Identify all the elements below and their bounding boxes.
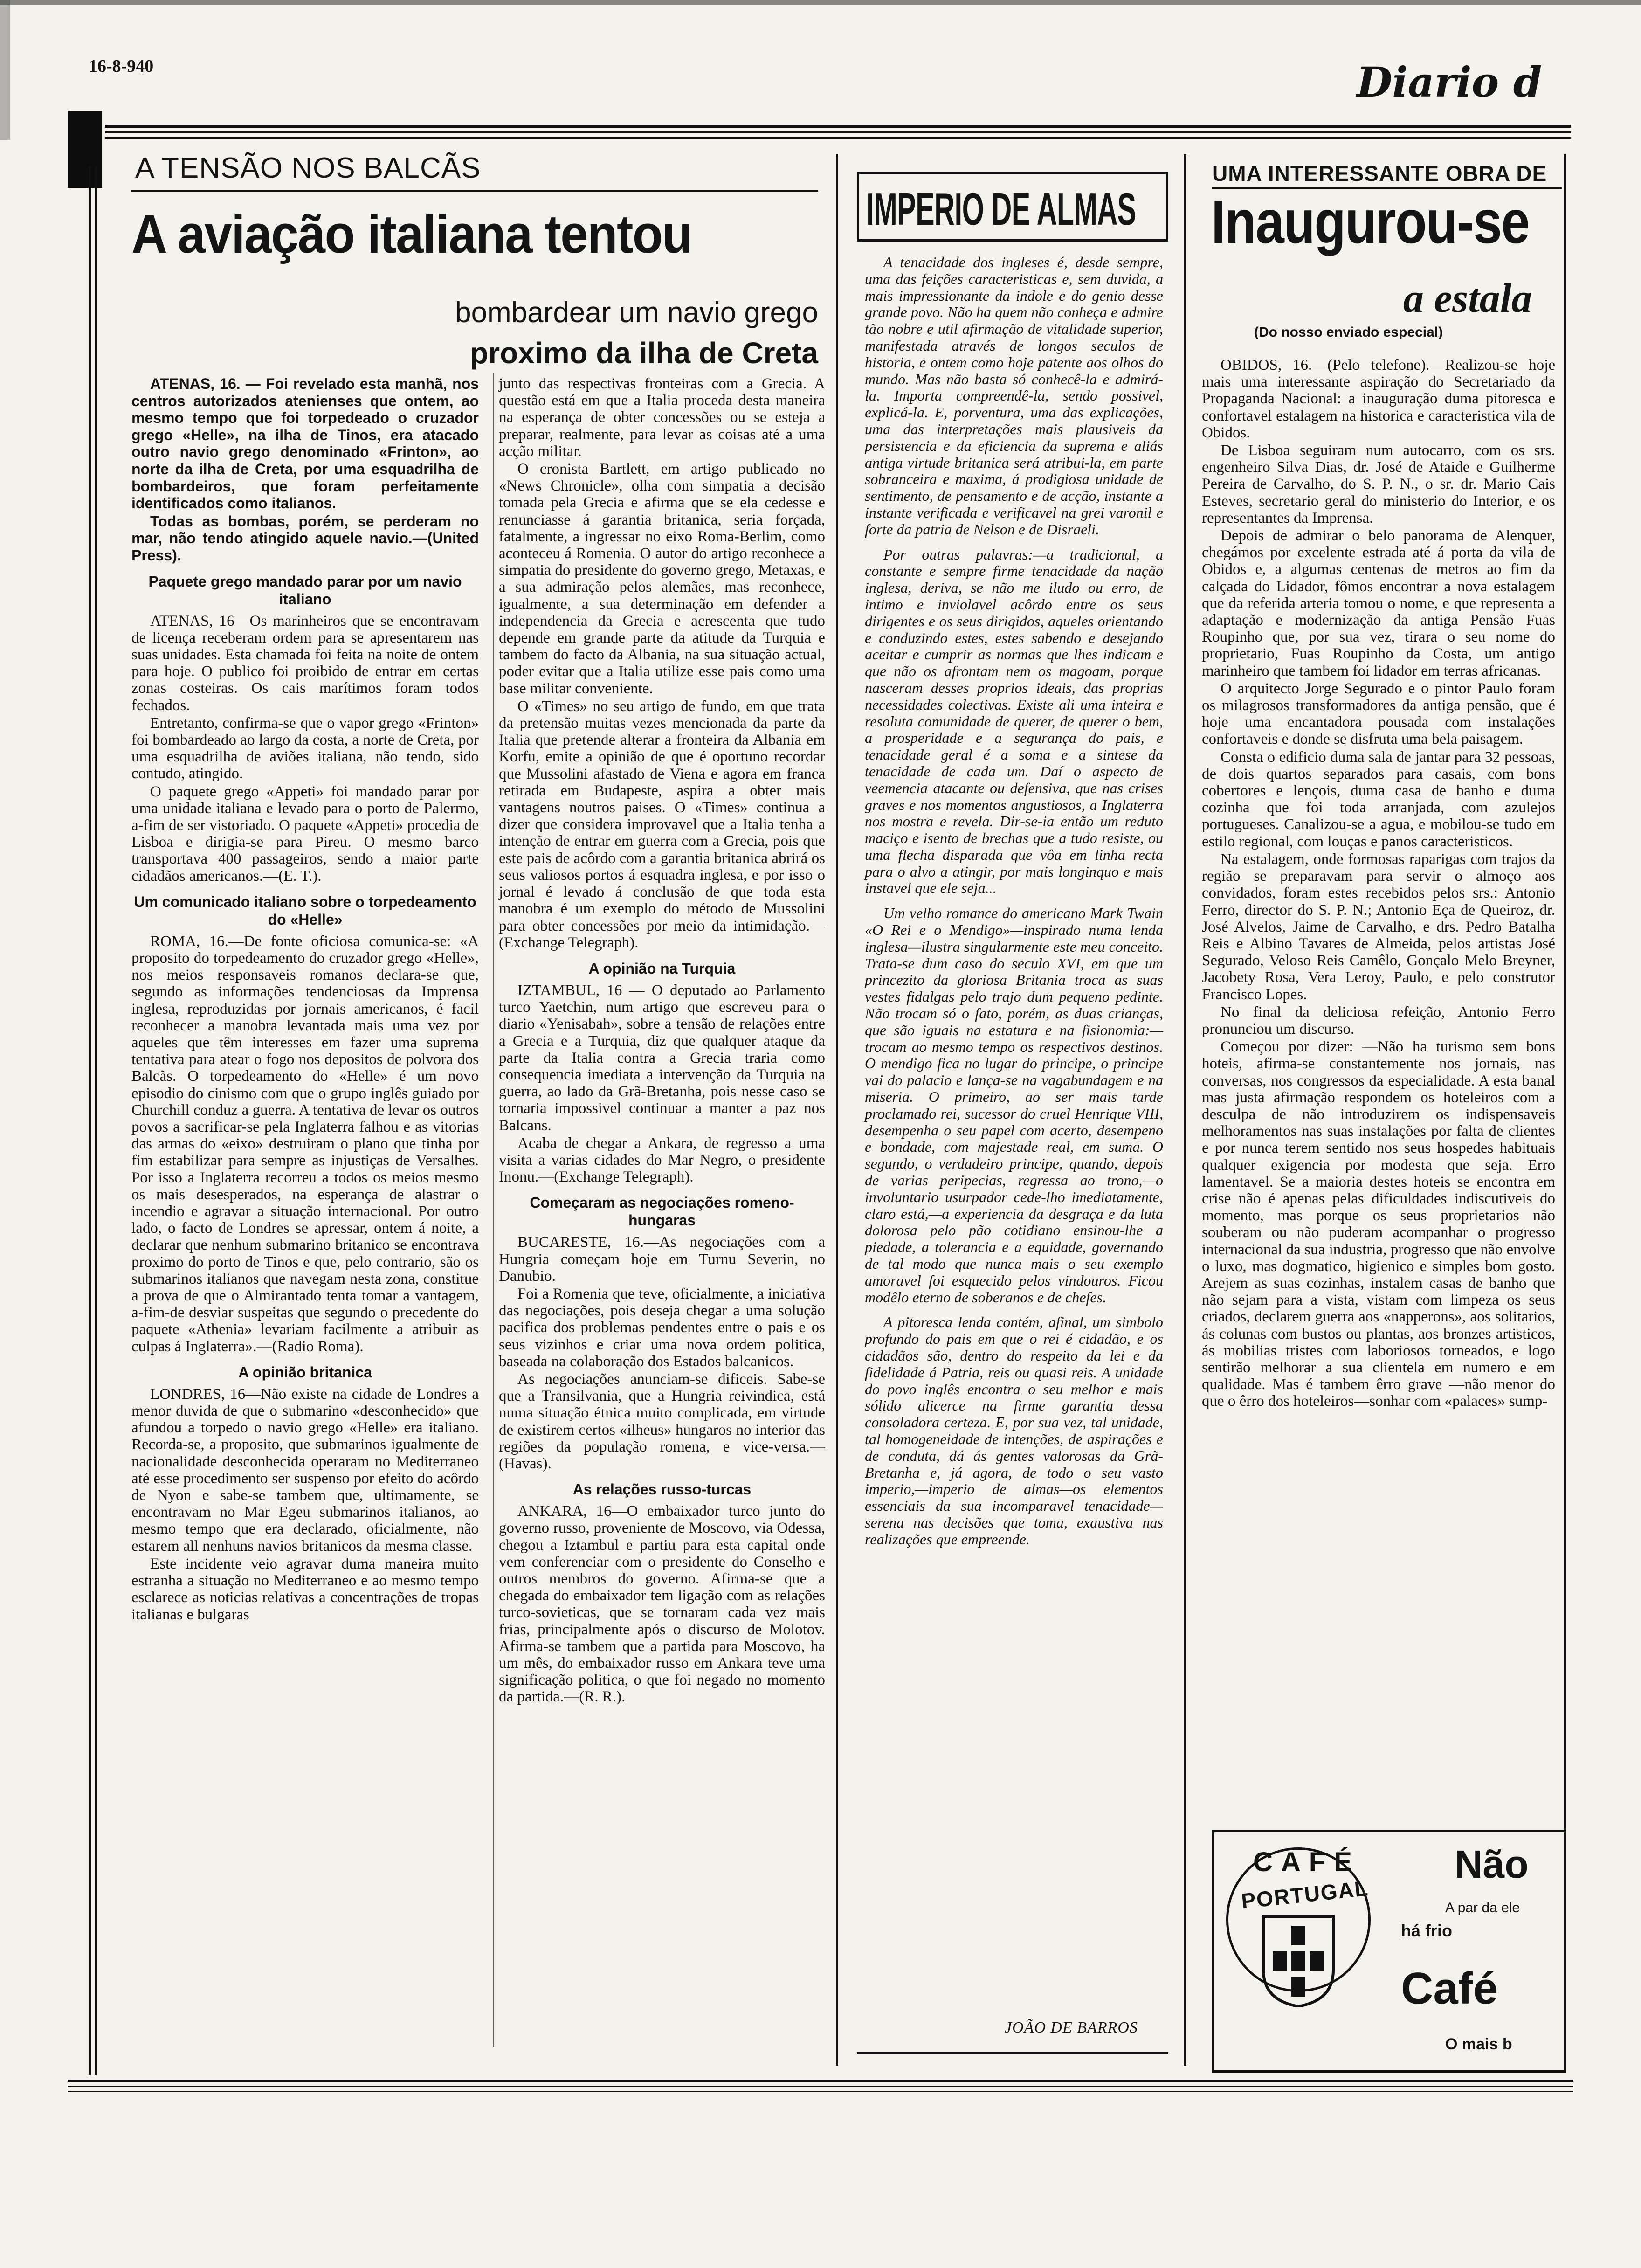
left-column-1 bbox=[131, 375, 479, 1624]
paragraph: Acaba de chegar a Ankara, de regresso a uma visita a varias cidades do Mar Negro, o presidente Inonu.—(Exchange Telegraph). bbox=[499, 1134, 825, 1186]
paragraph: O paquete grego «Appeti» foi mandado parar por uma unidade italiana e levado para o porto de Palermo, a-fim de ser vistoriado. O paquete «Appeti» procedia de Lisboa e dirigia-se para Pireu. O mesmo barco transportava 400 passageiros, sendo a maior parte cidadãos americanos.—(E. T.). bbox=[131, 783, 479, 885]
portuguese-shield-icon bbox=[1259, 1914, 1338, 2007]
top-rule-3 bbox=[105, 137, 1571, 139]
paragraph: O arquitecto Jorge Segurado e o pintor Paulo foram os milagrosos transformadores da antiga pensão, que é hoje uma encantadora pousada com instalações confortaveis e donde se disfruta uma bela paisagem. bbox=[1202, 680, 1555, 748]
left-subhead-1: bombardear um navio grego bbox=[455, 297, 818, 329]
paragraph: Um velho romance do americano Mark Twain «O Rei e o Mendigo»—inspirado numa lenda inglesa—ilustra singularmente este meu conceito. Trata-se dum caso do seculo XVI, em que um princezito da gloriosa Britania troca as suas vestes fidalgas pelo trajo dum pequeno pedinte. Não trocam só o fato, porém, as duas crianças, que são iguais na estatura e na fisionomia:—trocam ao mesmo tempo os respectivos destinos. O mendigo fica no lugar do principe, o principe vai do palacio e lança-se na vagabundagem e na miseria. O primeiro, ao ser mais tarde proclamado rei, sucessor do cruel Henrique VIII, desempenha o seu papel com acerto, desempeno e bondade, com majestade real, em suma. O segundo, o verdadeiro principe, quando, depois de varias peripecias, regressa ao trono,—o involuntario usurpador cede-lho imediatamente, claro está,—a experiencia da desgraça e da luta dolorosa pelo pão cotidiano ensinou-lhe a piedade, a tolerancia e a equidade, governando de tal modo que nunca mais o seu exemplo amoravel foi esquecido pelos vindouros. Ficou modêlo eterno de soberanos e de chefes. bbox=[865, 905, 1163, 1306]
lead-paragraph-2: Todas as bombas, porém, se perderam no mar, não tendo atingido aquele navio.—(United Press). bbox=[131, 512, 479, 564]
left-double-rule-b bbox=[95, 166, 97, 2075]
paragraph: IZTAMBUL, 16 — O deputado ao Parlamento turco Yaetchin, num artigo que escreveu para o diario «Yenisabah», sobre a tensão de relações entre a Grecia e a Turquia, diz que qualquer ataque da parte da Italia contra a Grecia traria como consequencia imediata a intervenção da Turquia na guerra, ao lado da Grã-Bretanha, pois nesse caso se tornaria impossivel continuar a manter a paz nos Balcans. bbox=[499, 982, 825, 1134]
paragraph: Por outras palavras:—a tradicional, a constante e sempre firme tenacidade da nação inglesa, deriva, se não me iludo ou erro, de intimo e inviolavel acôrdo entre os seus dirigentes e os seus dirigidos, aqueles orientando e conduzindo estes, estes sabendo e desejando aceitar e cumprir as normas que lhes indicam e que não os afrontam nem os magoam, porque nasceram desses proprios ideais, das proprias necessidades colectivas. Existe ali uma inteira e resoluta comunidade de querer, de querer o bem, a prosperidade e a segurança do pais, e tenacidade geral é a soma e a sintese da tenacidade de cada um. Daí o aspecto de veemencia atacante ou defensiva, que nas crises graves e nos momentos angustiosos, a Inglaterra nos mostra e revela. Dir-se-ia então um reduto maciço e isento de brechas que a tudo resiste, ou uma flecha disparada que vôa em linha recta para o alvo a atingir, por mais longinquo e mais instavel que ele seja... bbox=[865, 546, 1163, 897]
top-rule-2 bbox=[105, 131, 1571, 133]
paragraph: ANKARA, 16—O embaixador turco junto do governo russo, proveniente de Moscovo, via Odessa, chegou a Iztambul e partiu para esta capital onde vem conferenciar com o presidente do Conselho e outros membros do governo. Afirma-se que a chegada do embaixador tem ligação com as relações turco-sovieticas, que se tornaram cada vez mais frias, principalmente após o discurso de Molotov. Afirma-se tambem que a partida para Moscovo, ha um mês, do embaixador russo em Ankara teve uma significação politica, o que foi negado no momento da partida.—(R. R.). bbox=[499, 1503, 825, 1706]
paragraph: A tenacidade dos ingleses é, desde sempre, uma das feições caracteristicas e, sem duvida, a mais impressionante da indole e do genio desse grande povo. Não ha quem não conheça e admire tão nobre e util afirmação de vitalidade superior, manifestada através de longos seculos de historia, e ontem como hoje patente aos olhos do mundo. Mas não basta só conhecê-la e admirá-la. Importa compreendê-la, sendo possivel, explicá-la. E, porventura, uma das explicações, uma das interpretações mais plausiveis da persistencia e da eficiencia da suprema e aliás antiga virtude britanica será atribui-la, em parte sobranceira e maxima, á prodigiosa unidade de sentimento, de pensamento e de acção, instante a instante verificada e verificavel na grei varonil e forte da patria de Nelson e de Disraeli. bbox=[865, 254, 1163, 538]
paragraph: LONDRES, 16—Não existe na cidade de Londres a menor duvida de que o submarino «desconhecido» que afundou a torpedo o navio grego «Helle» era italiano. Recorda-se, a proposito, que submarinos igualmente de nacionalidade desconhecida operaram no Mediterraneo até esse procedimento ser suspenso por efeito do acôrdo de Nyon e sabe-se tambem que, ultimamente, se encontravam no Mar Egeu submarinos italianos, ao mesmo tempo que era declarado, oficialmente, não estarem all nenhuns navios britanicos da mesma classe. bbox=[131, 1385, 479, 1555]
subhead-russo: As relações russo-turcas bbox=[572, 1481, 752, 1498]
right-kicker: UMA INTERESSANTE OBRA DE bbox=[1212, 161, 1547, 186]
left-kicker: A TENSÃO NOS BALCÃS bbox=[135, 152, 481, 184]
paragraph: Começou por dizer: —Não ha turismo sem bons hoteis, afirma-se constantemente nos jornais, nas conversas, nos congressos da especialidade. A esta banal mas justa afirmação respondem os hoteleiros com a desculpa de não introduzirem os indispensaveis melhoramentos nas suas instalações por falta de clientes e por nunca terem sentido nos seus hospedes habituais qualquer exigencia por modesta que seja. Erro lamentavel. Se a maioria destes hoteis se encontra em crise não é apenas pelas dificuldades indiscutiveis do momento, mas porque os seus proprietarios não souberam ou não puderam acompanhar o progresso internacional da sua industria, progresso que não envolve o luxo, mas dogmatico, higienico e simples bom gosto. Arejem as suas cozinhas, instalem casas de banho que não sejam para a vista, vistam com limpeza os seus criados, declarem guerra aos «napperons», aos solitarios, ás colunas com bustos ou plantas, aos bronzes artisticos, ás mobilias tristes com laboriosos torneados, e logo sentirão melhorar a sua clientela em numero e em qualidade. Mas é tambem êrro grave —não menor do que o êrro dos hoteleiros—sonhar com «palaces» sump- bbox=[1202, 1038, 1555, 1410]
paragraph: ATENAS, 16—Os marinheiros que se encontravam de licença receberam ordem para se apresentarem nas suas unidades. Esta chamada foi feita na noite de ontem para hoje. O publico foi proibido de entrar em certas zonas costeiras. Os cais marítimos foram todos fechados. bbox=[131, 612, 479, 714]
left-headline: A aviação italiana tentou bbox=[131, 204, 692, 264]
paragraph: Este incidente veio agravar duma maneira muito estranha a situação no Mediterraneo e ao mesmo tempo esclarece as noticias relativas a concentrações de tropas italianas e bulgaras bbox=[131, 1555, 479, 1623]
paragraph: O cronista Bartlett, em artigo publicado no «News Chronicle», olha com simpatia a decisão tomada pela Grecia e afirma que se ela cedesse e renunciasse á garantia britanica, seria forçada, fatalmente, a ingressar no eixo Roma-Berlim, como aconteceu á Romenia. O autor do artigo reconhece a simpatia do presidente do governo grego, Metaxas, e a sua admiração pelos alemães, mas reconhece, igualmente, a sua determinação em defender a independencia da Grecia e acrescenta que tudo depende em grande parte da atitude da Turquia e tambem do facto da Albania, na sua situação actual, poder evitar que a Italia utilize esse pais como uma base militar conveniente. bbox=[499, 461, 825, 697]
right-column bbox=[1202, 357, 1555, 1411]
top-rule-1 bbox=[105, 125, 1571, 128]
paragraph: O «Times» no seu artigo de fundo, em que trata da pretensão muitas vezes mencionada da parte da Italia que pretende alterar a fronteira da Albania em Korfu, emite a opinião de que é oportuno recordar que Mussolini afastado de Viena e agora em franca retirada em Budapeste, aspira a obter mais vantagens noutros paises. O «Times» continua a dizer que considera improvavel que a Italia tenha a intenção de entrar em guerra com a Grecia, pois que este pais de acôrdo com a garantia britanica abrirá os seus valiosos portos á esquadra inglesa, e por isso o jornal é levado á conclusão de que toda esta manobra é um exemplo do método de Mussolini para obter concessões por meio da intimidação.—(Exchange Telegraph). bbox=[499, 698, 825, 951]
scan-edge-top bbox=[0, 0, 1641, 5]
left-subhead-2: proximo da ilha de Creta bbox=[470, 336, 818, 370]
subhead-romeno: Começaram as negociações romeno-hungaras bbox=[530, 1194, 794, 1229]
paragraph: junto das respectivas fronteiras com a Grecia. A questão está em que a Italia proceda desta maneira na esperança de obter concessões ou se esteja a preparar, realmente, para levar as coisas até a uma acção militar. bbox=[499, 375, 825, 460]
ad-footer: O mais b bbox=[1445, 2035, 1512, 2053]
subhead-comunicado: Um comunicado italiano sobre o torpedeamento do «Helle» bbox=[134, 893, 476, 928]
paragraph: BUCARESTE, 16.—As negociações com a Hungria começam hoje em Turnu Severin, no Danubio. bbox=[499, 1234, 825, 1285]
bottom-rule-3 bbox=[68, 2091, 1573, 2092]
subhead-turquia: A opinião na Turquia bbox=[588, 960, 736, 977]
ad-line-2: há frio bbox=[1401, 1921, 1453, 1940]
lead-paragraph: ATENAS, 16. — Foi revelado esta manhã, nos centros autorizados atenienses que ontem, ao mesmo tempo que foi torpedeado o cruzador grego «Helle», na ilha de Tinos, era atacado outro navio grego denominado «Frinton», ao norte da ilha de Creta, por uma esquadrilha de bombardeiros, que foram perfeitamente identificados como italianos. bbox=[131, 375, 479, 512]
paragraph: De Lisboa seguiram num autocarro, com os srs. engenheiro Silva Dias, dr. José de Ataide e Guilherme Pereira de Carvalho, do S. P. N., o sr. dr. Mario Cais Esteves, secretario geral do ministerio do Interior, e os representantes da Imprensa. bbox=[1202, 442, 1555, 526]
paragraph: As negociações anunciam-se dificeis. Sabe-se que a Transilvania, que a Hungria reivindica, está numa situação étnica muito complicada, em virtude de existirem certos «ilheus» hungaros no interior das regiões da população romena, e vice-versa.—(Havas). bbox=[499, 1370, 825, 1472]
right-byline: (Do nosso enviado especial) bbox=[1254, 325, 1443, 340]
middle-signature: JOÃO DE BARROS bbox=[1005, 2019, 1138, 2036]
ad-line-1: A par da ele bbox=[1445, 1900, 1520, 1915]
paragraph: OBIDOS, 16.—(Pelo telefone).—Realizou-se hoje mais uma interessante aspiração do Secretariado da Propaganda Nacional: a inauguração duma pitoresca e confortavel estalagem na historica e caracteristica vila de Obidos. bbox=[1202, 357, 1555, 441]
subhead-opiniao-britanica: A opinião britanica bbox=[238, 1363, 372, 1381]
page-date: 16-8-940 bbox=[89, 56, 154, 76]
middle-title: IMPERIO DE ALMAS bbox=[866, 183, 1136, 235]
middle-bottom-rule bbox=[857, 2052, 1168, 2054]
paragraph: Entretanto, confirma-se que o vapor grego «Frinton» foi bombardeado ao largo da costa, a norte de Creta, por uma esquadrilha de aviões italiana, não tendo, sido contudo, atingido. bbox=[131, 714, 479, 782]
left-column-2 bbox=[499, 375, 825, 1707]
right-subhead: a estala bbox=[1403, 276, 1532, 321]
scan-edge-left bbox=[0, 0, 10, 140]
rule-before-box bbox=[836, 154, 838, 2066]
rule-after-box bbox=[1184, 154, 1186, 2066]
seal-text-bottom: PORTUGAL bbox=[1240, 1875, 1370, 1914]
seal-text-top: CAFÉ bbox=[1253, 1847, 1360, 1877]
paper-name: Diario d bbox=[1357, 58, 1542, 106]
bottom-rule-2 bbox=[68, 2086, 1573, 2087]
column-rule-left bbox=[493, 373, 494, 2047]
paragraph: ROMA, 16.—De fonte oficiosa comunica-se: «A proposito do torpedeamento do cruzador grego «Helle», nos meios responsaveis romanos declara-se que, segundo as informações tendenciosas da Imprensa inglesa, reproduzidas por jornais americanos, é facil reconhecer a manobra levantada mais uma vez por aqueles que têm interesses em fazer uma suprema tentativa para atear o fogo nos depositos de polvora dos Balcãs. O torpedeamento do «Helle» é um novo episodio do cinismo com que o grupo inglês guiado por Churchill conduz a guerra. A tentativa de levar os outros povos a sacrificar-se pela Inglaterra falhou e as vitorias das armas do «eixo» destruiram o plano que tinha por fim estabilizar para sempre as injustiças de Versalhes. Por isso a Inglaterra recorreu a todos os meios mesmo os mais desesperados, na esperança de alastrar o incendio e agravar a situação internacional. Por outro lado, o facto de Londres se apressar, ontem á noite, a declarar que nenhum submarino britanico se encontrava proximo do porto de Tinos e que, pelo contrario, são os submarinos italianos que navegam nesta zona, constitue a prova de que o Almirantado tenta tomar a vantagem, a-fim-de desviar suspeitas que segundo o precedente do paquete «Athenia» levariam facilmente a atribuir as culpas á Inglaterra».—(Radio Roma). bbox=[131, 933, 479, 1355]
right-headline: Inaugurou-se bbox=[1211, 187, 1530, 256]
middle-column bbox=[865, 254, 1163, 1549]
paragraph: Depois de admirar o belo panorama de Alenquer, chegámos por excelente estrada até á porta da vila de Obidos e, a algumas centenas de metros ao fim da calçada do Lidador, fômos encontrar a nova estalagem que da referida arteria tomou o nome, e que representa a adaptação e modernização da antiga Pensão Fuas Roupinho que, por sua vez, tirara o seu nome do proprietario, Fuas Roupinho da Costa, um antigo marinheiro que tambem foi lidador em terras africanas. bbox=[1202, 527, 1555, 679]
column-rule-right bbox=[1564, 154, 1566, 2066]
paragraph: A pitoresca lenda contém, afinal, um simbolo profundo do pais em que o rei é cidadão, e os cidadãos são, dentro do respeito da lei e da fidelidade á Patria, reis ou quasi reis. A unidade do povo inglês encontra o seu melhor e mais sólido alicerce na firme garantia dessa consoladora certeza. E, por sua vez, tal unidade, tal homogeneidade de intenções, de aspirações e de conduta, dá ás gentes valorosas da Grã-Bretanha e, já agora, de todo o seu vasto imperio,—imperio de almas—os elementos essenciais da sua incomparavel tenacidade—serena nas decisões que toma, exaustiva nas realizações que empreende. bbox=[865, 1314, 1163, 1548]
left-double-rule-a bbox=[89, 166, 91, 2075]
paragraph: Foi a Romenia que teve, oficialmente, a iniciativa das negociações, pois deseja chegar a uma solução pacifica dos problemas pendentes entre o pais e os seus vizinhos e criar uma nova ordem politica, baseada na colaboração dos Estados balcanicos. bbox=[499, 1285, 825, 1370]
left-kicker-rule bbox=[131, 190, 818, 192]
subhead-paquete: Paquete grego mandado parar por um navio italiano bbox=[148, 573, 462, 608]
paragraph: Na estalagem, onde formosas raparigas com trajos da região se preparavam para servir o almoço aos convidados, foram estes recebidos pelos srs.: Antonio Ferro, director do S. P. N.; Antonio Eça de Queiroz, dr. José Alvelos, Jaime de Carvalho, e drs. Pedro Batalha Reis e Albino Tavares de Almeida, pelos artistas José Segurado, Veloso Reis Camêlo, Gonçalo Melo Breyner, Jacobety Rosa, Vera Leroy, Paulo, e pelo construtor Francisco Lopes. bbox=[1202, 850, 1555, 1003]
paragraph: No final da deliciosa refeição, Antonio Ferro pronunciou um discurso. bbox=[1202, 1003, 1555, 1037]
bottom-rule-1 bbox=[68, 2080, 1573, 2082]
ad-headline: Não bbox=[1455, 1842, 1529, 1886]
ad-brand: Café bbox=[1401, 1964, 1498, 2013]
paragraph: Consta o edificio duma sala de jantar para 32 pessoas, de dois quartos separados para casais, com bons cobertores e lençois, duma casa de banho e duma cozinha que foi toda arranjada, com azulejos portugueses. Canalizou-se a agua, e mobilou-se tudo em estilo regional, com louças e panos caracteristicos. bbox=[1202, 748, 1555, 850]
